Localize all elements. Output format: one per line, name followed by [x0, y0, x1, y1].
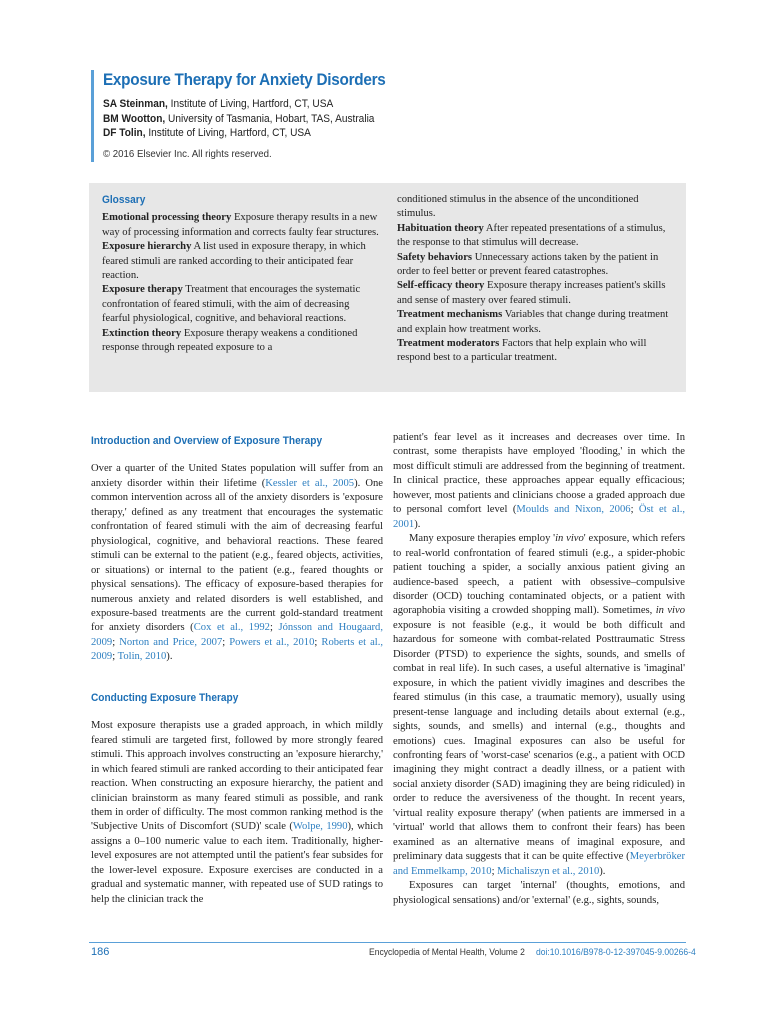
- separator: ;: [314, 636, 322, 648]
- citation-link[interactable]: Cox et al., 1992: [193, 622, 270, 634]
- glossary-term: Exposure therapy: [102, 284, 183, 296]
- author-name: SA Steinman,: [103, 98, 168, 110]
- body-paragraph: [91, 462, 383, 664]
- separator: ;: [491, 865, 498, 877]
- glossary-definition: Exposure therapy weakens a conditioned response through repeated exposure to a: [102, 327, 358, 354]
- author-line: [103, 112, 374, 127]
- journal-name: Encyclopedia of Mental Health, Volume 2: [369, 947, 525, 958]
- glossary-definition: conditioned stimulus in the absence of the unconditioned stimulus.: [397, 194, 639, 220]
- glossary-term: Extinction theory: [102, 327, 182, 339]
- glossary-column-right: [397, 193, 675, 366]
- glossary-entry: [102, 211, 380, 240]
- italic-term: in vivo: [655, 605, 685, 617]
- body-paragraph: [91, 719, 383, 907]
- glossary-heading: Glossary: [102, 194, 146, 206]
- paragraph-text: Many exposure therapies employ ': [409, 533, 556, 545]
- author-affiliation: Institute of Living, Hartford, CT, USA: [148, 127, 311, 139]
- glossary-entry: [397, 279, 675, 308]
- paragraph-text: ' exposure, which refers to real-world confrontation of feared stimuli (e.g., a spider-phobic patient touching a spider, a socially anxious patient giving an audience-based speech, a patient with obsessive–compulsive disorder (OCD) touching contaminated objects, or a patient with agoraphobia visiting a crowded shopping mall). Sometimes,: [393, 533, 685, 617]
- author-line: [103, 97, 374, 112]
- glossary-definition: A list used in exposure therapy, in which feared stimuli are ranked according to their anticipated fear reaction.: [102, 241, 366, 282]
- separator: ;: [112, 636, 120, 648]
- glossary-definition: Exposure therapy results in a new way of processing information and corrects faulty fear structures.: [102, 212, 379, 238]
- glossary-definition: After repeated presentations of a stimulus, the response to that stimulus will decrease.: [397, 222, 666, 249]
- author-name: DF Tolin,: [103, 127, 146, 139]
- doi-link[interactable]: doi:10.1016/B978-0-12-397045-9.00266-4: [536, 947, 696, 958]
- citation-link[interactable]: Norton and Price, 2007: [119, 636, 223, 648]
- citation-link[interactable]: Meyerbröker and Emmelkamp, 2010: [393, 851, 685, 877]
- glossary-entry: [102, 327, 380, 356]
- glossary-entry: [397, 251, 675, 280]
- body-column-right: [393, 431, 685, 908]
- separator: ;: [630, 504, 639, 516]
- citation-link[interactable]: Wolpe, 1990: [292, 821, 348, 833]
- article-title: Exposure Therapy for Anxiety Disorders: [103, 70, 386, 89]
- glossary-definition: Treatment that encourages the systematic confrontation of feared stimuli, with the aim of decreasing fearful physiological, cognitive, and behavioral reactions.: [102, 284, 361, 325]
- paragraph-text: ). One common intervention across all of the anxiety disorders is 'exposure therapy,' defined as any treatment that encourages the systematic confrontation of feared stimuli with the aim of decreasing fearful physiological, cognitive, and behavioral reactions. These feared stimuli can be external to the patient (e.g., feared objects, activities, or situations) or internal to the patient (e.g., feared thoughts or physical sensations). The efficacy of exposure-based therapies for numerous anxiety and related disorders is well established, and exposure-based treatments are the current gold-standard treatment for anxiety disorders (: [91, 477, 383, 634]
- glossary-entry: [397, 193, 675, 222]
- body-paragraph: [393, 431, 685, 532]
- author-list: [103, 97, 374, 141]
- paragraph-text: patient's fear level as it increases and decreases over time. In contrast, some therapists have employed 'flooding,' in which the most difficult stimuli are addressed from the beginning of treatment. In clinical practice, these approaches appear equally efficacious; however, most patients and clinicians choose a graded approach due to personal comfort level (: [393, 432, 685, 516]
- paragraph-text: Most exposure therapists use a graded approach, in which mildly feared stimuli are targeted first, followed by more strongly feared stimuli. This approach involves constructing an 'exposure hierarchy,' in which feared stimuli are ranked according to their anticipated fear reaction. When constructing an exposure hierarchy, the patient and clinician brainstorm as many feared stimuli as possible, and rank them in order of difficulty. The most common ranking method is the 'Subjective Units of Discomfort (SUD)' scale (: [91, 720, 383, 833]
- body-paragraph: [393, 532, 685, 879]
- glossary-definition: Factors that help explain who will respond best to a particular treatment.: [397, 338, 647, 364]
- glossary-entry: [397, 337, 675, 366]
- citation-link[interactable]: Jónsson and Hougaard, 2009: [91, 622, 383, 648]
- citation-link[interactable]: Michaliszyn et al., 2010: [497, 865, 600, 877]
- paragraph-text: Over a quarter of the United States population will suffer from an anxiety disorder within their lifetime (: [91, 463, 383, 489]
- citation-link[interactable]: Kessler et al., 2005: [265, 477, 355, 489]
- paragraph-text: ).: [414, 518, 421, 530]
- glossary-entry: [102, 240, 380, 283]
- glossary-entry: [102, 283, 380, 326]
- paragraph-text: ).: [166, 651, 173, 663]
- glossary-term: Self-efficacy theory: [397, 280, 485, 292]
- separator: ;: [222, 636, 230, 648]
- citation-link[interactable]: Tolin, 2010: [117, 651, 167, 663]
- body-paragraph: Exposures can target 'internal' (thoughts, emotions, and physiological sensations) and/or 'external' (e.g., sights, sounds,: [393, 880, 685, 906]
- glossary-column-left: [102, 193, 380, 355]
- section-heading-introduction: Introduction and Overview of Exposure Therapy: [91, 435, 323, 447]
- citation-link[interactable]: Powers et al., 2010: [229, 636, 315, 648]
- citation-link[interactable]: Roberts et al., 2009: [91, 636, 384, 663]
- italic-term: in vivo: [555, 533, 584, 545]
- paragraph-text: ), which assigns a 0–100 numeric value to each item. Traditionally, higher-level exposures are not attempted until the patient's fear subsides for the lower-level exposure. Exposure exercises are conducted in a gradual and systematic manner, with repeated use of SUD ratings to help the clinician track the: [91, 821, 383, 905]
- glossary-entry: [397, 308, 675, 337]
- glossary-definition: Exposure therapy increases patient's skills and sense of mastery over feared stimuli.: [397, 280, 666, 306]
- glossary-term: Exposure hierarchy: [102, 241, 192, 253]
- separator: ;: [269, 622, 279, 634]
- glossary-definition: Unnecessary actions taken by the patient in order to feel better or prevent feared catastrophes.: [397, 251, 659, 278]
- glossary-entry: [397, 222, 675, 251]
- paragraph-text: ).: [599, 865, 606, 877]
- glossary-term: Treatment moderators: [397, 338, 500, 350]
- citation-link[interactable]: Moulds and Nixon, 2006: [516, 504, 631, 516]
- glossary-term: Habituation theory: [397, 222, 484, 234]
- glossary-definition: Variables that change during treatment and explain how treatment works.: [397, 309, 669, 335]
- copyright-notice: © 2016 Elsevier Inc. All rights reserved.: [103, 148, 272, 160]
- author-line: [103, 126, 374, 141]
- author-name: BM Wootton,: [103, 112, 166, 125]
- paragraph-text: exposure is not feasible (e.g., it would be both difficult and hazardous for someone with combat-related Posttraumatic Stress Disorder (PTSD) to experience the sights, sounds, and smells of combat in real life). In such cases, a useful alternative is 'imaginal' exposure, in which the patient vividly imagines and describes the feared stimulus (in this case, a traumatic memory), usually using present-tense language and including details about external (e.g., sights, sounds, and smells) and internal (e.g., thoughts and emotions) cues. Imaginal exposures can also be useful for confronting fears of 'worst-case' scenarios (e.g., a patient with OCD imagining they might contract a deadly illness, or a patient with social anxiety disorder (SAD) imagining they are being ridiculed) in order to reduce the aversiveness of the thought. In recent years, 'virtual reality exposure therapy' (when patients are immersed in a 'virtual' world that allows them to confront their fears) has been examined as an alternative means of imaginal exposure, and preliminary data suggests that it can be quite effective (: [393, 619, 685, 863]
- glossary-term: Emotional processing theory: [102, 212, 232, 224]
- author-affiliation: Institute of Living, Hartford, CT, USA: [170, 98, 334, 110]
- section-heading-conducting: Conducting Exposure Therapy: [91, 691, 239, 704]
- body-column-left: [91, 430, 383, 907]
- page-number: 186: [91, 946, 110, 958]
- glossary-term: Safety behaviors: [397, 251, 473, 263]
- separator: ;: [112, 651, 118, 663]
- citation-link[interactable]: Öst et al., 2001: [393, 504, 686, 530]
- glossary-term: Treatment mechanisms: [397, 309, 503, 321]
- glossary-box: [89, 183, 686, 392]
- author-affiliation: University of Tasmania, Hobart, TAS, Australia: [168, 112, 375, 125]
- title-accent-bar: [91, 70, 94, 162]
- footer-rule: [89, 942, 686, 943]
